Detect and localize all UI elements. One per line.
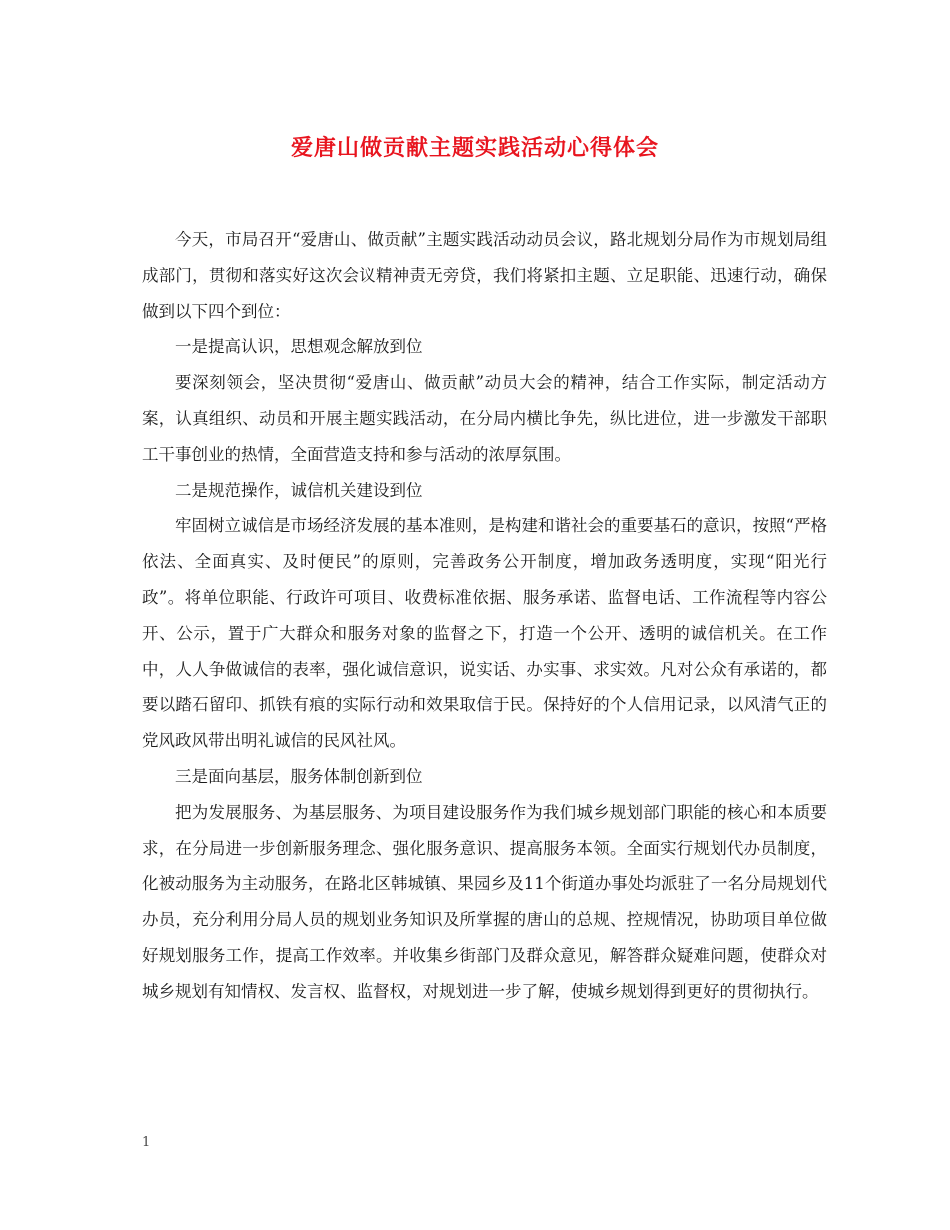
section-heading-3: 三是面向基层，服务体制创新到位 xyxy=(175,766,423,786)
paragraph-section-3: 把为发展服务、为基层服务、为项目建设服务作为我们城乡规划部门职能的核心和本质要求，在分局进一步创新服务理念、强化服务意识、提高服务本领。全面实行规划代办员制度，化被动服务为主动服务，在路北区韩城镇、果园乡及11个街道办事处均派驻了一名分局规划代办员，充分利用分局人员的规划业务知识及所掌握的唐山的总规、控规情况，协助项目单位做好规划服务工作，提高工作效率。并收集乡街部门及群众意见，解答群众疑难问题，使群众对城乡规划有知情权、发言权、监督权，对规划进一步了解，使城乡规划得到更好的贯彻执行。 xyxy=(142,802,827,1001)
document-title: 爱唐山做贡献主题实践活动心得体会 xyxy=(290,135,659,161)
document-body xyxy=(142,222,827,1010)
page-number: 1 xyxy=(142,1135,151,1150)
paragraph-intro: 今天，市局召开“爱唐山、做贡献”主题实践活动动员会议，路北规划分局作为市规划局组成部门，贯彻和落实好这次会议精神责无旁贷，我们将紧扣主题、立足职能、迅速行动，确保做到以下四个到位： xyxy=(142,230,827,321)
paragraph-section-1: 要深刻领会，坚决贯彻“爱唐山、做贡献”动员大会的精神，结合工作实际，制定活动方案，认真组织、动员和开展主题实践活动，在分局内横比争先，纵比进位，进一步激发干部职工干事创业的热情，全面营造支持和参与活动的浓厚氛围。 xyxy=(142,373,827,464)
paragraph-section-2: 牢固树立诚信是市场经济发展的基本准则，是构建和谐社会的重要基石的意识，按照“严格依法、全面真实、及时便民”的原则，完善政务公开制度，增加政务透明度，实现“阳光行政”。将单位职能、行政许可项目、收费标准依据、服务承诺、监督电话、工作流程等内容公开、公示，置于广大群众和服务对象的监督之下，打造一个公开、透明的诚信机关。在工作中，人人争做诚信的表率，强化诚信意识，说实话、办实事、求实效。凡对公众有承诺的，都要以踏石留印、抓铁有痕的实际行动和效果取信于民。保持好的个人信用记录，以风清气正的党风政风带出明礼诚信的民风社风。 xyxy=(142,516,827,751)
section-heading-2: 二是规范操作，诚信机关建设到位 xyxy=(175,480,423,500)
section-heading-1: 一是提高认识，思想观念解放到位 xyxy=(175,337,423,357)
